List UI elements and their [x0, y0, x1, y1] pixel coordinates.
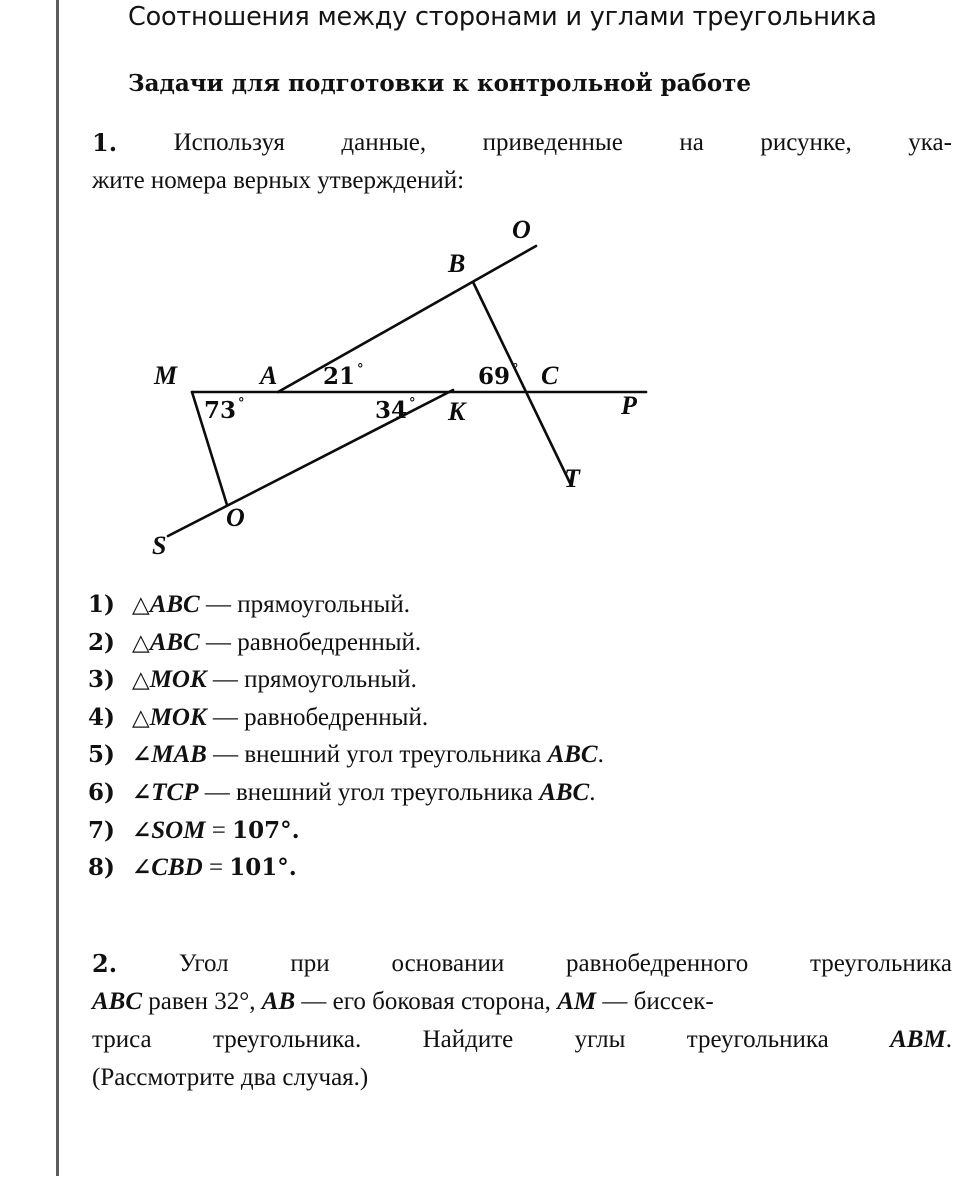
p2-w3: равнобедренного: [566, 950, 749, 977]
p2-l2-s0: ABC: [92, 988, 143, 1015]
statement-text: прямоугольный.: [244, 666, 417, 694]
statement-body: [132, 699, 428, 737]
p1-w2: приведенные: [482, 129, 623, 156]
problem-2-line-1: [92, 945, 952, 983]
p1-w4: рисунке,: [760, 129, 852, 156]
triangle-icon: △: [132, 628, 150, 656]
triangle-icon: △: [132, 666, 150, 694]
statement-math: MOK: [149, 703, 207, 731]
angle-icon: ∠: [132, 854, 152, 882]
statement-tail: .: [597, 741, 604, 769]
statement-list: [88, 586, 888, 887]
page-margin-rule: [56, 0, 59, 1176]
statement-value: 101°.: [229, 854, 297, 882]
triangle-icon: △: [132, 703, 150, 731]
p1-w5: ука-: [908, 129, 952, 156]
statement-math: TCP: [151, 778, 199, 806]
p2-l3-w1: треугольника.: [212, 1026, 362, 1053]
statement-dash: —: [199, 628, 238, 656]
statement-number: 2): [88, 628, 115, 656]
problem-2-line-2: [92, 983, 952, 1021]
problem-1-text: [92, 124, 952, 200]
statement-value: 107°.: [232, 816, 300, 844]
p2-l2-s2: AB: [261, 988, 296, 1015]
statement-math-tail: ABC: [547, 741, 598, 769]
p1-w3: на: [679, 129, 704, 156]
p2-l3-tail-ital: ABM: [890, 1026, 946, 1053]
statement-body: [132, 586, 410, 624]
list-item: [88, 661, 888, 699]
problem-2-line-4: (Рассмотрите два случая.): [92, 1064, 369, 1091]
statement-body: [132, 774, 595, 812]
angle-icon: ∠: [132, 778, 152, 806]
statement-number: 5): [88, 741, 115, 769]
p2-l3-w4: треугольника: [686, 1026, 829, 1053]
figure-label-M: M: [154, 361, 178, 390]
statement-text: внешний угол треугольника: [244, 741, 548, 769]
statement-body: [132, 812, 300, 850]
problem-2-number: 2.: [92, 949, 118, 978]
figure-angle-34-degree: °: [409, 396, 416, 411]
p2-w1: при: [290, 950, 330, 977]
p2-l3-w3: углы: [574, 1026, 626, 1053]
statement-math: MOK: [149, 666, 207, 694]
statement-dash: —: [206, 703, 245, 731]
p2-l3-tail: .: [945, 1026, 952, 1053]
statement-number: 4): [88, 703, 115, 731]
statement-text: внешний угол треугольника: [236, 778, 540, 806]
statement-dash: —: [206, 741, 245, 769]
figure-label-O-bottom: O: [226, 503, 245, 532]
statement-math: CBD: [151, 854, 203, 882]
statement-number: 1): [88, 591, 115, 618]
figure-angle-21: 21: [323, 363, 356, 390]
p2-l2-s5: — биссек-: [596, 988, 714, 1015]
p2-w2: основании: [391, 950, 505, 977]
figure-angle-21-degree: °: [357, 362, 364, 377]
geometry-figure: [130, 206, 690, 578]
statement-math: MAB: [151, 741, 207, 769]
statement-dash: —: [199, 591, 238, 618]
figure-label-O-top: O: [512, 215, 531, 244]
figure-angle-69-degree: °: [512, 362, 519, 377]
figure-label-T: T: [564, 464, 580, 493]
figure-angle-73-degree: °: [238, 396, 245, 411]
statement-number: 6): [88, 778, 115, 806]
angle-icon: ∠: [132, 741, 152, 769]
p2-l3-w0: триса: [92, 1026, 152, 1053]
figure-label-P: P: [621, 391, 637, 420]
statement-body: [132, 624, 421, 662]
triangle-icon: △: [132, 591, 150, 618]
statement-math: ABC: [149, 591, 200, 618]
figure-angle-73: 73: [204, 397, 237, 424]
p2-w0: Угол: [178, 950, 229, 977]
figure-label-C: C: [541, 361, 559, 390]
p2-w4: треугольника: [809, 950, 952, 977]
statement-body: [132, 736, 604, 774]
p2-l2-s3: — его боковая сторона,: [295, 988, 558, 1015]
list-item: [88, 699, 888, 737]
statement-text: равнобедренный.: [237, 628, 422, 656]
list-item: [88, 736, 888, 774]
list-item: [88, 812, 888, 850]
p2-l3-tail-group: [890, 1021, 952, 1059]
statement-body: [132, 661, 417, 699]
page-title: Соотношения между сторонами и углами треугольника: [128, 2, 877, 32]
figure-label-S: S: [152, 531, 167, 560]
p1-w0: Используя: [173, 129, 285, 156]
figure-angle-34: 34: [375, 397, 408, 424]
statement-body: [132, 849, 297, 887]
list-item: [88, 586, 888, 624]
section-subtitle: Задачи для подготовки к контрольной работе: [128, 70, 752, 97]
statement-tail: .: [589, 778, 596, 806]
statement-math: ABC: [149, 628, 200, 656]
statement-dash: =: [202, 854, 230, 882]
statement-math: SOM: [151, 816, 206, 844]
problem-2-text: [92, 945, 952, 1097]
problem-1-line-2: жите номера верных утверждений:: [92, 167, 465, 194]
figure-label-A: A: [260, 361, 278, 390]
figure-label-B: B: [448, 249, 466, 278]
statement-number: 3): [88, 666, 115, 694]
statement-text: равнобедренный.: [244, 703, 429, 731]
figure-angle-69: 69: [478, 363, 511, 390]
problem-2-line-3: [92, 1021, 952, 1059]
problem-1-line-1: [92, 124, 952, 162]
geometry-figure-svg: [130, 206, 690, 578]
p2-l3-w2: Найдите: [422, 1026, 514, 1053]
angle-icon: ∠: [132, 816, 152, 844]
list-item: [88, 849, 888, 887]
statement-dash: —: [198, 778, 236, 806]
statement-math-tail: ABC: [539, 778, 590, 806]
statement-number: 8): [88, 854, 115, 882]
p2-l2-s4: AM: [557, 988, 597, 1015]
statement-text: прямоугольный.: [237, 591, 410, 618]
statement-dash: =: [205, 816, 233, 844]
problem-1-number: 1.: [92, 128, 118, 157]
figure-label-K: K: [448, 397, 466, 426]
list-item: [88, 774, 888, 812]
p1-w1: данные,: [341, 129, 427, 156]
statement-dash: —: [206, 666, 245, 694]
p2-l2-s1: равен 32°,: [142, 988, 262, 1015]
list-item: [88, 624, 888, 662]
statement-number: 7): [88, 816, 115, 844]
